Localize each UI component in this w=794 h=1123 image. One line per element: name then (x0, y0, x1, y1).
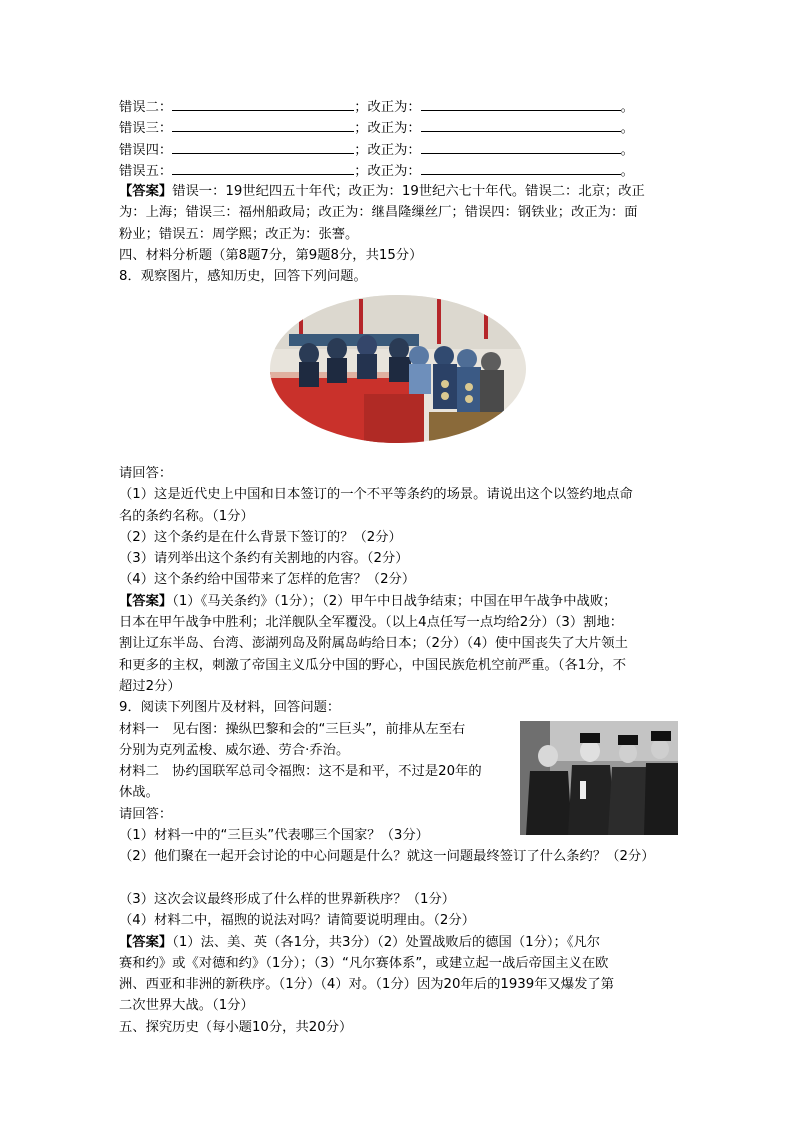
big-three-photo (520, 721, 678, 835)
material-1-line: 材料一 见右图：操纵巴黎和会的“三巨头”，前排从左至右 (119, 721, 466, 737)
answer-blank[interactable] (172, 117, 354, 132)
correction-blank[interactable] (421, 160, 621, 175)
sub-question: 名的条约名称。（1分） (119, 508, 254, 524)
answer-blank[interactable] (172, 139, 354, 154)
q9-material-block (119, 719, 689, 868)
question-stem: 9．阅读下列图片及材料，回答问题： (119, 700, 341, 716)
material-2-line: 材料二 协约国联军总司令福煦：这不是和平，不过是20年的 (119, 764, 482, 780)
answer-line: 【答案】（1）法、美、英（各1分，共3分）（2）处置战败后的德国（1分）；《凡尔 (119, 934, 601, 950)
answer-blank[interactable] (172, 160, 354, 175)
answer-line: 粉业；错误五：周学熙；改正为：张謇。 (119, 226, 359, 242)
spacer (119, 868, 689, 889)
error-row-5: 错误五： ；改正为： 。 (119, 160, 689, 181)
correction-blank[interactable] (421, 117, 621, 132)
answer-line: 和更多的主权，刺激了帝国主义瓜分中国的野心，中国民族危机空前严重。（各1分，不 (119, 657, 627, 673)
answer-line: 为：上海；错误三：福州船政局；改正为：继昌隆缫丝厂；错误四：钢铁业；改正为：面 (119, 205, 638, 221)
answer-line: 【答案】（1）《马关条约》（1分）；（2）甲午中日战争结束；中国在甲午战争中战败； (119, 593, 617, 609)
error-row-2: 错误二： ；改正为： 。 (119, 96, 689, 117)
answer-line: 二次世界大战。（1分） (119, 998, 254, 1014)
sub-question: （4）材料二中，福煦的说法对吗？请简要说明理由。（2分） (119, 913, 475, 929)
correction-blank[interactable] (421, 139, 621, 154)
sub-question: （2）这个条约是在什么背景下签订的？（2分） (119, 529, 402, 545)
error-row-3: 错误三： ；改正为： 。 (119, 117, 689, 138)
prompt-text: 请回答： (119, 465, 173, 481)
error-row-4: 错误四： ；改正为： 。 (119, 139, 689, 160)
material-1-line: 分别为克列孟梭、威尔逊、劳合·乔治。 (119, 742, 350, 758)
section-title: 四、材料分析题（第8题7分，第9题8分，共15分） (119, 248, 423, 264)
question-stem: 8．观察图片，感知历史，回答下列问题。 (119, 269, 367, 285)
section-title: 五、探究历史（每小题10分，共20分） (119, 1019, 353, 1035)
sub-question: （3）请列举出这个条约有关割地的内容。（2分） (119, 551, 409, 567)
answer-line: 超过2分） (119, 678, 181, 694)
answer-blank[interactable] (172, 96, 354, 111)
sub-question: （1）这是近代史上中国和日本签订的一个不平等条约的场景。请说出这个以签约地点命 (119, 487, 633, 503)
prompt-text: 请回答： (119, 806, 173, 822)
answer-line: 割让辽东半岛、台湾、澎湖列岛及附属岛屿给日本；（2分）（4）使中国丧失了大片领土 (119, 636, 628, 652)
answer-line: 日本在甲午战争中胜利；北洋舰队全军覆没。（以上4点任写一点均给2分）（3）割地： (119, 615, 624, 631)
sub-question: （3）这次会议最终形成了什么样的世界新秩序？（1分） (119, 891, 456, 907)
sub-question: （2）他们聚在一起开会讨论的中心问题是什么？就这一问题最终签订了什么条约？（2分） (119, 849, 655, 865)
document-page (119, 96, 689, 1038)
treaty-signing-image (269, 294, 527, 444)
sub-question: （4）这个条约给中国带来了怎样的危害？（2分） (119, 572, 416, 588)
answer-line: 赛和约》或《对德和约》（1分）；（3）“凡尔赛体系”，或建立起一战后帝国主义在欧 (119, 955, 609, 971)
sub-question: （1）材料一中的“三巨头”代表哪三个国家？（3分） (119, 828, 429, 844)
answer-line: 洲、西亚和非洲的新秩序。（1分）（4）对。（1分）因为20年后的1939年又爆发了第 (119, 977, 614, 993)
correction-blank[interactable] (421, 96, 621, 111)
material-2-line: 休战。 (119, 785, 159, 801)
answer-line: 【答案】错误一：19世纪四五十年代；改正为：19世纪六七十年代。错误二：北京；改正 (119, 184, 645, 200)
